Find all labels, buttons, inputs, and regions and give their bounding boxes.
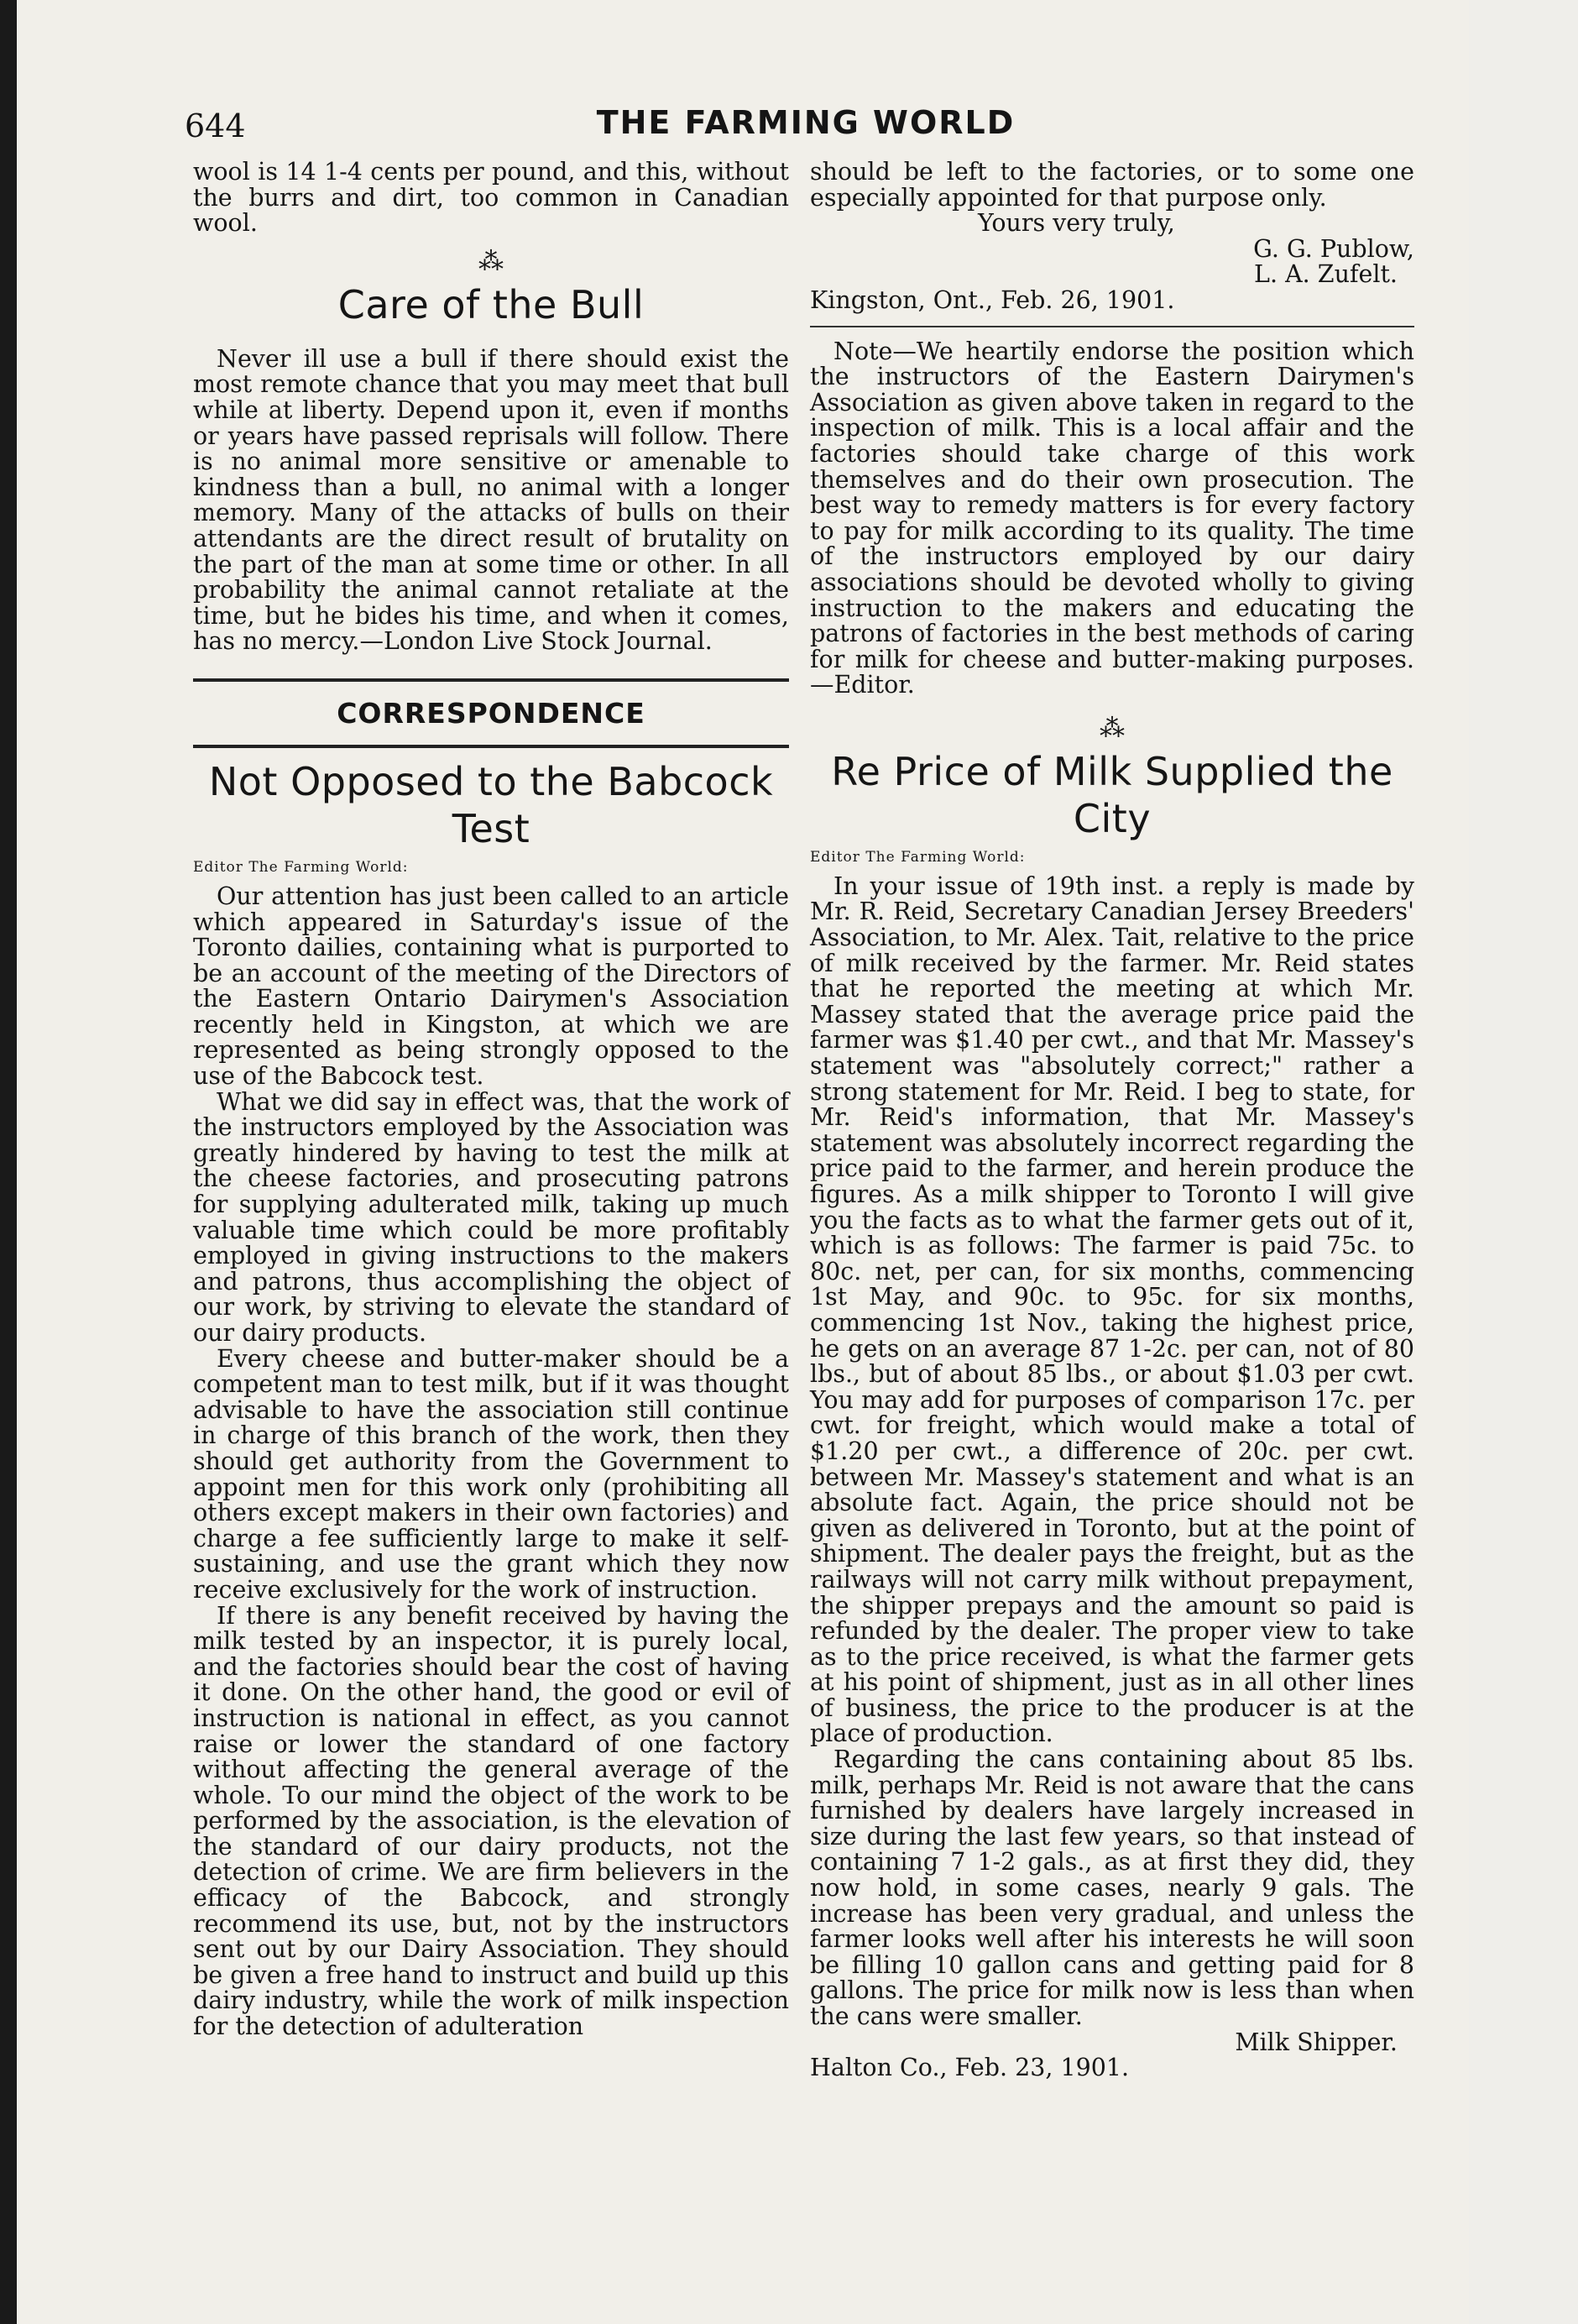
- ornament-icon: ⁂: [478, 246, 504, 276]
- signer: L. A. Zufelt.: [1254, 260, 1398, 289]
- babcock-paragraph: Our attention has just been called to an article which appeared in Saturday's issue of the Toronto dailies, containing what is purported to be an account of the meeting of the Directors of the Eastern Ontario Dairymen's Association recently held in Kingston, at which we are represented as being strongly opposed to the use of the Babcock test.: [193, 882, 789, 1091]
- babcock-paragraph: What we did say in effect was, that the work of the instructors employed by the Association was greatly hindered by having to test the milk at the cheese factories, and prosecuting patrons for supplying adulterated milk, taking up much valuable time which could be more profitably employed in giving instructions to the makers and patrons, thus accomplishing the object of our work, by striving to elevate the standard of our dairy products.: [193, 1087, 789, 1347]
- babcock-title: Not Opposed to the Babcock Test: [208, 758, 774, 851]
- care-of-bull-title: Care of the Bull: [337, 281, 645, 327]
- ornament-icon: ⁂: [1100, 713, 1125, 743]
- closing: Yours very truly,: [978, 209, 1175, 238]
- divider: [193, 678, 789, 682]
- babcock-paragraph: If there is any benefit received by having the milk tested by an inspector, it is purely local, and the factories should bear the cost of having it done. On the other hand, the good or evil of instruction is national in effect, as you cannot raise or lower the standard of one factory without affecting the general average of the whole. To our mind the object of the work to be performed by the association, is the elevation of the standard of our dairy products, not the detection of crime. We are firm believers in the efficacy of the Babcock, and strongly recommend its use, but, not by the instructors sent out by our Dairy Association. They should be given a free hand to instruct and build up this dairy industry, while the work of milk inspection for the detection of adulteration: [193, 1601, 789, 2041]
- editor-line: Editor The Farming World:: [193, 858, 409, 876]
- care-of-bull-body: Never ill use a bull if there should exist the most remote chance that you may meet that bull while at liberty. Depend upon it, even if months or years have passed reprisals will follow. There is no animal more sensitive or amenable to kindness than a bull, no animal with a longer memory. Many of the attacks of bulls on their attendants are the direct result of brutality on the part of the man at some time or other. In all probability the animal cannot retaliate at the time, but he bides his time, and when it comes, has no mercy.—London Live Stock Journal.: [193, 344, 789, 656]
- left-column: [193, 160, 789, 2040]
- right-column: [810, 160, 1414, 2081]
- milk-paragraph: In your issue of 19th inst. a reply is made by Mr. R. Reid, Secretary Canadian Jersey Breeders' Association, to Mr. Alex. Tait, relative to the price of milk received by the farmer. Mr. Reid states that he reported the meeting at which Mr. Massey stated that the average price paid the farmer was $1.40 per cwt., and that Mr. Massey's statement was "absolutely correct;" rather a strong statement for Mr. Reid. I beg to state, for Mr. Reid's information, that Mr. Massey's statement was absolutely incorrect regarding the price paid to the farmer, and herein produce the figures. As a milk shipper to Toronto I will give you the facts as to what the farmer gets out of it, which is as follows: The farmer is paid 75c. to 80c. net, per can, for six months, commencing 1st May, and 90c. to 95c. for six months, commencing 1st Nov., taking the highest price, he gets on an average 87 1-2c. per can, not of 80 lbs., but of about 85 lbs., or about $1.03 per cwt. You may add for purposes of comparison 17c. per cwt. for freight, which would make a total of $1.20 per cwt., a difference of 20c. per cwt. between Mr. Massey's statement and what is an absolute fact. Again, the price should not be given as delivered in Toronto, but at the point of shipment. The dealer pays the freight, but as the railways will not carry milk without prepayment, the shipper prepays and the amount so paid is refunded by the dealer. The proper view to take as to the price received, is what the farmer gets at his point of shipment, just as in all other lines of business, the price to the producer is at the place of production.: [810, 872, 1414, 1748]
- page-edge: [1469, 0, 1578, 2324]
- wool-continuation: wool is 14 1-4 cents per pound, and this, without the burrs and dirt, too common in Canadian wool.: [193, 158, 789, 238]
- section-label: CORRESPONDENCE: [337, 696, 645, 730]
- page-number: 644: [185, 107, 246, 144]
- editor-note: Note—We heartily endorse the position which the instructors of the Eastern Dairymen's Association as given above taken in regard to the inspection of milk. This is a local affair and the factories should take charge of this work themselves and do their own prosecution. The best way to remedy matters is for every factory to pay for milk according to its quality. The time of the instructors employed by our dairy associations should be devoted wholly to giving instruction to the makers and educating the patrons of factories in the best methods of caring for milk for cheese and butter-making purposes.—Editor.: [810, 337, 1414, 699]
- running-title: THE FARMING WORLD: [596, 104, 1016, 141]
- dateline: Kingston, Ont., Feb. 26, 1901.: [810, 285, 1175, 314]
- babcock-paragraph: Every cheese and butter-maker should be a competent man to test milk, but if it was thought advisable to have the association still continue in charge of this branch of the work, then they should get authority from the Government to appoint men for this work only (prohibiting all others except makers in their own factories) and charge a fee sufficiently large to make it self-sustaining, and use the grant which they now receive exclusively for the work of instruction.: [193, 1344, 789, 1604]
- divider: [193, 745, 789, 748]
- milk-price-title: Re Price of Milk Supplied the City: [831, 748, 1393, 841]
- milk-paragraph: Regarding the cans containing about 85 lbs. milk, perhaps Mr. Reid is not aware that the cans furnished by dealers have largely increased in size during the last few years, so that instead of containing 7 1-2 gals., as at first they did, they now hold, in some cases, nearly 9 gals. The increase has been very gradual, and unless the farmer looks well after his interests he will soon be filling 10 gallon cans and getting paid for 8 gallons. The price for milk now is less than when the cans were smaller.: [810, 1746, 1414, 2030]
- divider: [810, 326, 1414, 327]
- signer: G. G. Publow,: [1253, 234, 1414, 263]
- newspaper-page: [17, 0, 1469, 2324]
- editor-line: Editor The Farming World:: [810, 848, 1026, 866]
- signoff: Milk Shipper.: [1235, 2028, 1398, 2056]
- final-dateline: Halton Co., Feb. 23, 1901.: [810, 2054, 1130, 2082]
- babcock-continuation: should be left to the factories, or to some one especially appointed for that purpose only.: [810, 158, 1414, 212]
